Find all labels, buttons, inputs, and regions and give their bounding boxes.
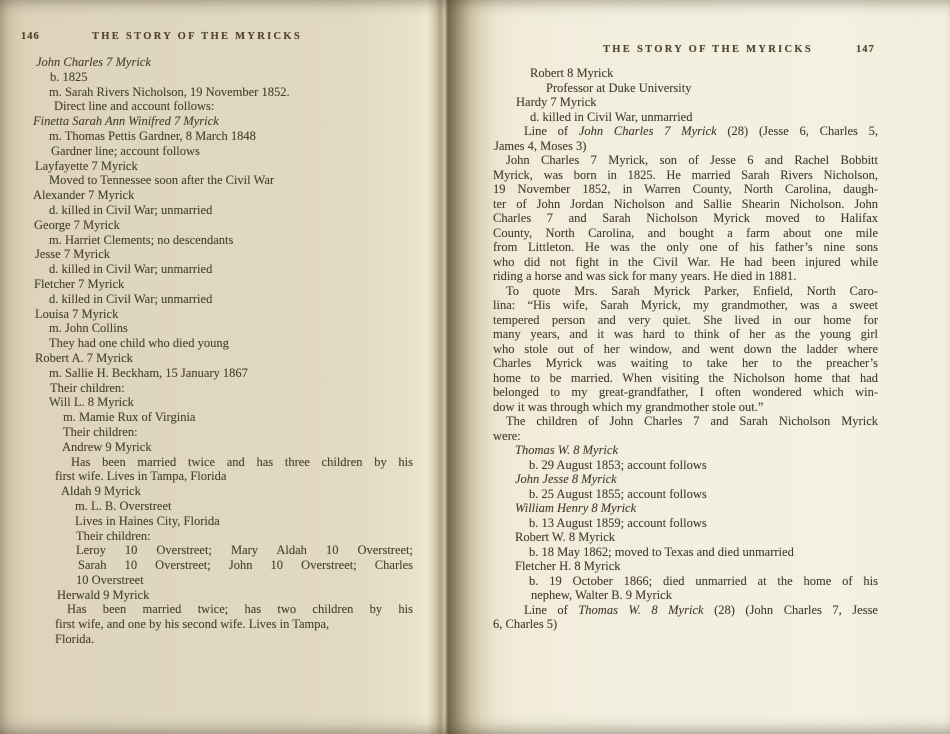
page-147: [447, 0, 950, 734]
text-line: [493, 226, 878, 241]
line-text: 6, Charles 5): [493, 617, 558, 631]
text-line: [493, 617, 878, 632]
line-text: Myrick, was born in 1825. He married Sarah Rivers Nicholson,: [493, 167, 878, 182]
line-text: Florida.: [55, 632, 95, 647]
person-name: Finetta Sarah Ann Winifred 7 Myrick: [33, 114, 219, 129]
line-text: d. killed in Civil War, unmarried: [530, 109, 693, 124]
text-line: [493, 472, 878, 487]
line-text: m. Harriet Clements; no descendants: [49, 232, 234, 247]
text-line: [493, 284, 878, 299]
text-line: [493, 545, 878, 560]
line-text: first wife, and one by his second wife. Lives in Tampa,: [55, 617, 330, 632]
text-line: [33, 351, 413, 366]
line-text: home to be married. When visiting the Nicholson home that had: [493, 370, 878, 385]
text-line: [33, 188, 413, 203]
text-line: [493, 342, 878, 357]
text-line: [493, 153, 878, 168]
text-line: [493, 168, 878, 183]
text-line: [33, 129, 413, 144]
line-text: Charles Myrick was waiting to take her to the preacher’s: [493, 356, 878, 370]
text-line: [493, 371, 878, 386]
text-line: [493, 516, 878, 531]
text-line: [33, 632, 413, 647]
text-line: [493, 313, 878, 328]
line-text: John Charles 7 Myrick, son of Jesse 6 and Rachel Bobbitt: [506, 153, 878, 167]
text-line: [33, 262, 413, 277]
text-line: [493, 530, 878, 545]
text-line: [493, 95, 878, 110]
line-text: Robert 8 Myrick: [530, 66, 614, 80]
text-line: [33, 114, 413, 129]
text-line: [493, 211, 878, 226]
line-text: Alexander 7 Myrick: [33, 188, 135, 203]
line-text: Will L. 8 Myrick: [49, 395, 134, 410]
text-line: [33, 292, 413, 307]
line-text: (28) (John Charles 7, Jesse: [703, 602, 878, 617]
line-text: m. L. B. Overstreet: [75, 498, 172, 513]
line-text: m. Mamie Rux of Virginia: [63, 410, 196, 425]
line-text: who stole out of her window, and went down the ladder where: [493, 341, 878, 356]
text-line: [493, 327, 878, 342]
line-text: Has been married twice; has two children by his: [67, 602, 413, 617]
line-text: 10 Overstreet: [76, 572, 144, 587]
text-line: [493, 588, 878, 603]
text-line: [493, 139, 878, 154]
line-text: nephew, Walter B. 9 Myrick: [531, 588, 672, 602]
text-line: [33, 233, 413, 248]
text-line: [493, 124, 878, 139]
line-text: Robert A. 7 Myrick: [35, 350, 133, 365]
line-text: b. 18 May 1862; moved to Texas and died unmarried: [529, 544, 794, 559]
line-text: County, North Carolina, and bought a farm about one mile: [493, 225, 878, 240]
line-text: were:: [493, 428, 521, 443]
text-line: [33, 321, 413, 336]
line-text: b. 1825: [50, 69, 88, 84]
line-text: 19 November 1852, in Warren County, North Carolina, daugh-: [493, 182, 878, 196]
text-line: [493, 81, 878, 96]
page-number-left: 146: [21, 31, 40, 42]
text-line: [33, 588, 413, 603]
text-line: [33, 277, 413, 292]
line-text: Their children:: [63, 424, 138, 439]
page-body-left: [33, 55, 413, 647]
text-line: [493, 240, 878, 255]
line-text: ter of John Jordan Nicholson and Sallie Shearin Nicholson. John: [493, 196, 878, 211]
person-name: Thomas W. 8 Myrick: [578, 602, 704, 617]
line-text: who did not fight in the Civil War. He had been injured while: [493, 254, 878, 269]
text-line: [33, 440, 413, 455]
text-line: [33, 499, 413, 514]
text-line: [493, 487, 878, 502]
line-text: first wife. Lives in Tampa, Florida: [55, 469, 227, 484]
line-text: Jesse 7 Myrick: [35, 247, 110, 262]
text-line: [33, 85, 413, 100]
line-text: Sarah 10 Overstreet; John 10 Overstreet; Charles: [78, 558, 413, 573]
line-text: many years, and it was hard to think of her as the young girl: [493, 327, 878, 341]
text-line: [493, 298, 878, 313]
text-line: [493, 356, 878, 371]
text-line: [33, 247, 413, 262]
text-line: [33, 55, 413, 70]
line-text: from Littleton. He was the only one of his father’s nine sons: [493, 240, 878, 254]
line-text: Has been married twice and has three children by his: [71, 454, 413, 469]
text-line: [493, 255, 878, 270]
line-text: Line of: [524, 602, 579, 617]
person-name: John Charles 7 Myrick: [578, 124, 717, 138]
line-text: Their children:: [76, 528, 151, 543]
line-text: belonged to my great-grandfather, I often wondered which win-: [493, 385, 878, 399]
person-name: John Charles 7 Myrick: [36, 55, 151, 69]
text-line: [493, 66, 878, 81]
line-text: Moved to Tennessee soon after the Civil War: [49, 173, 275, 188]
line-text: d. killed in Civil War; unmarried: [49, 202, 213, 217]
line-text: George 7 Myrick: [34, 217, 120, 232]
page-body-right: [493, 66, 878, 632]
line-text: dow it was through which my grandmother stole out.”: [493, 399, 764, 414]
line-text: b. 25 August 1855; account follows: [529, 486, 707, 501]
text-line: [493, 197, 878, 212]
line-text: James 4, Moses 3): [494, 138, 587, 153]
line-text: Lives in Haines City, Florida: [75, 513, 220, 528]
running-title-right: THE STORY OF THE MYRICKS: [603, 44, 814, 55]
text-line: [493, 182, 878, 197]
line-text: d. killed in Civil War; unmarried: [49, 262, 213, 277]
text-line: [33, 395, 413, 410]
line-text: Line of: [524, 124, 579, 138]
text-line: [33, 573, 413, 588]
text-line: [33, 144, 413, 159]
page-146: [0, 0, 447, 734]
line-text: lina: “His wife, Sarah Myrick, my grandmother, was a sweet: [493, 298, 878, 312]
text-line: [33, 99, 413, 114]
text-line: [33, 425, 413, 440]
line-text: Andrew 9 Myrick: [62, 439, 152, 454]
line-text: b. 19 October 1866; died unmarried at the home of his: [529, 573, 878, 588]
text-line: [493, 414, 878, 429]
page-number-right: 147: [856, 44, 875, 55]
text-line: [33, 602, 413, 617]
text-line: [33, 203, 413, 218]
line-text: Hardy 7 Myrick: [516, 95, 597, 109]
line-text: b. 29 August 1853; account follows: [529, 457, 707, 472]
text-line: [493, 269, 878, 284]
text-line: [33, 307, 413, 322]
line-text: Fletcher H. 8 Myrick: [515, 559, 621, 573]
text-line: [493, 501, 878, 516]
text-line: [33, 410, 413, 425]
line-text: m. Sarah Rivers Nicholson, 19 November 1852.: [49, 84, 290, 99]
line-text: m. Sallie H. Beckham, 15 January 1867: [49, 365, 248, 380]
line-text: Fletcher 7 Myrick: [34, 276, 125, 291]
text-line: [33, 484, 413, 499]
line-text: d. killed in Civil War; unmarried: [49, 291, 213, 306]
line-text: m. Thomas Pettis Gardner, 8 March 1848: [49, 128, 256, 143]
text-line: [493, 385, 878, 400]
line-text: They had one child who died young: [49, 336, 229, 351]
text-line: [33, 514, 413, 529]
line-text: Gardner line; account follows: [51, 143, 200, 158]
text-line: [33, 469, 413, 484]
running-title-left: THE STORY OF THE MYRICKS: [92, 31, 303, 42]
text-line: [493, 458, 878, 473]
line-text: tempered person and very quiet. She lived in our home for: [493, 312, 878, 327]
person-name: John Jesse 8 Myrick: [515, 472, 617, 486]
text-line: [493, 574, 878, 589]
text-line: [493, 400, 878, 415]
text-line: [33, 173, 413, 188]
text-line: [33, 529, 413, 544]
line-text: b. 13 August 1859; account follows: [529, 515, 707, 530]
line-text: Robert W. 8 Myrick: [515, 530, 615, 544]
line-text: Aldah 9 Myrick: [61, 484, 141, 499]
text-line: [33, 218, 413, 233]
person-name: Thomas W. 8 Myrick: [515, 443, 619, 457]
line-text: m. John Collins: [49, 321, 128, 336]
line-text: Professor at Duke University: [546, 80, 692, 95]
text-line: [33, 336, 413, 351]
line-text: Louisa 7 Myrick: [35, 306, 119, 321]
text-line: [33, 159, 413, 174]
text-line: [33, 455, 413, 470]
line-text: Their children:: [50, 380, 125, 395]
text-line: [493, 110, 878, 125]
text-line: [33, 617, 413, 632]
line-text: Charles 7 and Sarah Nicholson Myrick moved to Halifax: [493, 211, 878, 225]
text-line: [493, 429, 878, 444]
text-line: [33, 366, 413, 381]
text-line: [493, 559, 878, 574]
line-text: To quote Mrs. Sarah Myrick Parker, Enfield, North Caro-: [506, 283, 878, 298]
text-line: [33, 543, 413, 558]
text-line: [33, 558, 413, 573]
line-text: Leroy 10 Overstreet; Mary Aldah 10 Overstreet;: [76, 543, 413, 558]
line-text: (28) (Jesse 6, Charles 5,: [716, 124, 878, 138]
text-line: [493, 443, 878, 458]
text-line: [33, 381, 413, 396]
text-line: [33, 70, 413, 85]
line-text: riding a horse and was sick for many years. He died in 1881.: [493, 269, 797, 283]
person-name: William Henry 8 Myrick: [515, 501, 637, 515]
line-text: Herwald 9 Myrick: [57, 587, 150, 602]
line-text: Direct line and account follows:: [54, 99, 215, 114]
text-line: [493, 603, 878, 618]
line-text: Layfayette 7 Myrick: [35, 158, 138, 173]
line-text: The children of John Charles 7 and Sarah Nicholson Myrick: [506, 414, 878, 428]
